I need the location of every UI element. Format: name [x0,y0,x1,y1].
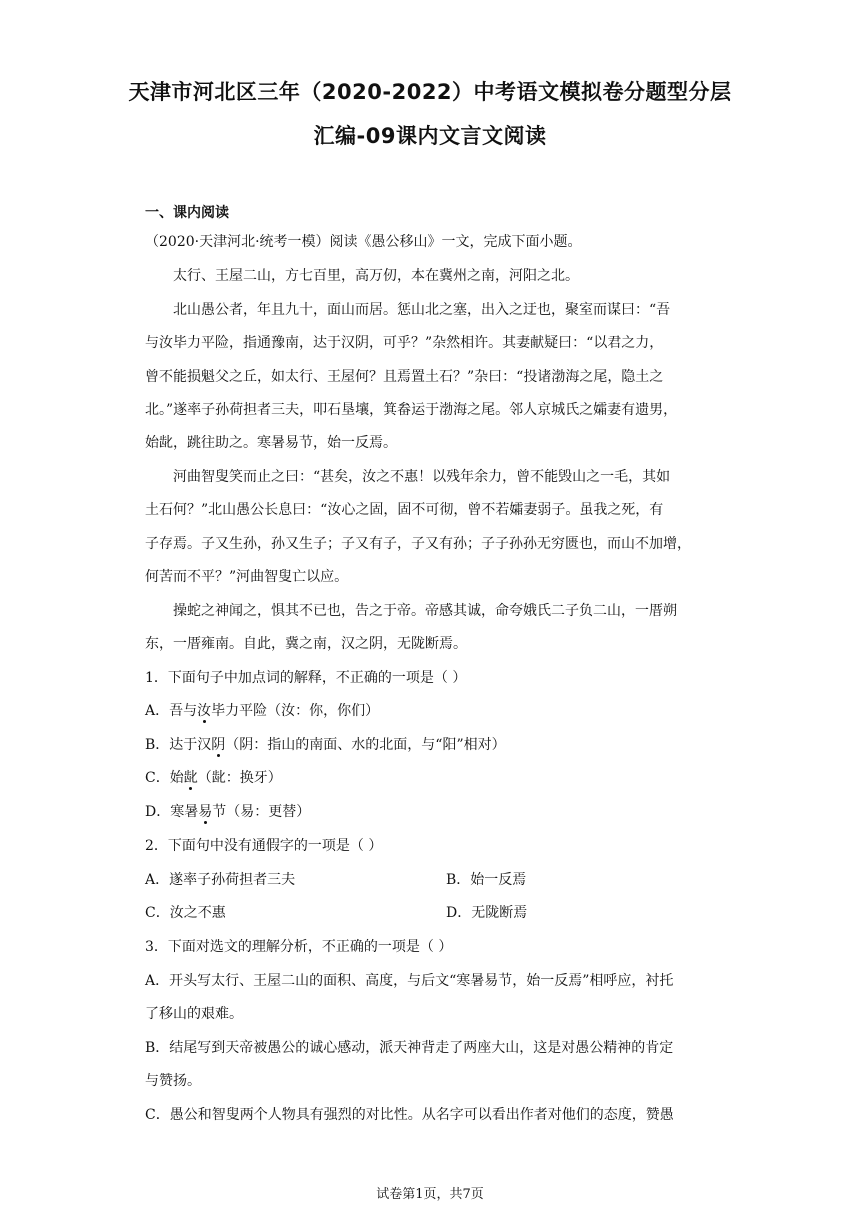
question-1-option-a [145,701,379,721]
question-3-option-c: C．愚公和智叟两个人物具有强烈的对比性。从名字可以看出作者对他们的态度，赞愚 [145,1107,674,1123]
document-title-line-1: 天津市河北区三年（2020-2022）中考语文模拟卷分题型分层 [128,80,732,104]
question-3-option-b: B．结尾写到天帝被愚公的诚心感动，派天神背走了两座大山，这是对愚公精神的肯定 [145,1040,674,1056]
question-2-option-a: A．遂率子孙荷担者三夫 [145,872,296,888]
question-2-option-c: C．汝之不惠 [145,905,226,921]
source-note: （2020·天津河北·统考一模）阅读《愚公移山》一文，完成下面小题。 [145,234,582,250]
dotted-char: 易 [198,804,213,820]
question-2-stem: 2．下面句中没有通假字的一项是（ ） [145,838,383,854]
dotted-char: 龀 [183,770,198,786]
passage-line: 曾不能损魁父之丘，如太行、王屋何？且焉置土石？”杂曰：“投诸渤海之尾，隐土之 [145,369,664,385]
question-3-option-a-cont: 了移山的艰难。 [145,1006,243,1022]
option-text: （阴：指山的南面、水的北面，与“阳”相对） [225,737,506,753]
dotted-char: 汝 [197,703,212,719]
passage-line: 子存焉。子又生孙，孙又生子；子又有子，子又有孙；子子孙孙无穷匮也，而山不加增， [145,536,691,552]
dotted-char: 阴 [211,737,226,753]
passage-line: 河曲智叟笑而止之曰：“甚矣，汝之不惠！以残年余力，曾不能毁山之一毛，其如 [173,469,671,485]
option-text: （龀：换牙） [197,770,282,786]
option-text: 毕力平险（汝：你，你们） [211,703,380,719]
question-1-stem: 1．下面句子中加点词的解释，不正确的一项是（ ） [145,670,467,686]
passage-line: 土石何？”北山愚公长息曰：“汝心之固，固不可彻，曾不若孀妻弱子。虽我之死，有 [145,502,664,518]
passage-line: 太行、王屋二山，方七百里，高万仞，本在冀州之南，河阳之北。 [173,268,579,284]
option-text: 节（易：更替） [212,804,311,820]
option-text: A．吾与 [145,703,198,719]
section-heading: 一、课内阅读 [145,205,229,221]
question-3-option-b-cont: 与赞扬。 [145,1073,201,1089]
question-1-option-d [145,802,310,822]
page-footer: 试卷第1页，共7页 [376,1187,484,1202]
passage-line: 何苦而不平？”河曲智叟亡以应。 [145,569,349,585]
question-1-option-b [145,735,506,755]
passage-line: 东，一厝雍南。自此，冀之南，汉之阴，无陇断焉。 [145,636,467,652]
question-2-option-d: D．无陇断焉 [446,905,528,921]
question-3-stem: 3．下面对选文的理解分析，不正确的一项是（ ） [145,939,453,955]
question-2-option-b: B．始一反焉 [446,872,527,888]
option-text: B．达于汉 [145,737,212,753]
question-3-option-a: A．开头写太行、王屋二山的面积、高度，与后文“寒暑易节，始一反焉”相呼应，衬托 [145,973,674,989]
document-title-line-2: 汇编-09课内文言文阅读 [313,124,547,148]
passage-line: 与汝毕力平险，指通豫南，达于汉阴，可乎？”杂然相许。其妻献疑曰：“以君之力， [145,335,664,351]
passage-line: 北山愚公者，年且九十，面山而居。惩山北之塞，出入之迂也，聚室而谋曰：“吾 [173,302,671,318]
option-text: C．始 [145,770,184,786]
passage-line: 操蛇之神闻之，惧其不已也，告之于帝。帝感其诚，命夸娥氏二子负二山，一厝朔 [173,603,677,619]
option-text: D．寒暑 [145,804,199,820]
passage-line: 北。”遂率子孙荷担者三夫，叩石垦壤，箕畚运于渤海之尾。邻人京城氏之孀妻有遗男， [145,402,678,418]
question-1-option-c [145,768,282,788]
passage-line: 始龀，跳往助之。寒暑易节，始一反焉。 [145,435,397,451]
